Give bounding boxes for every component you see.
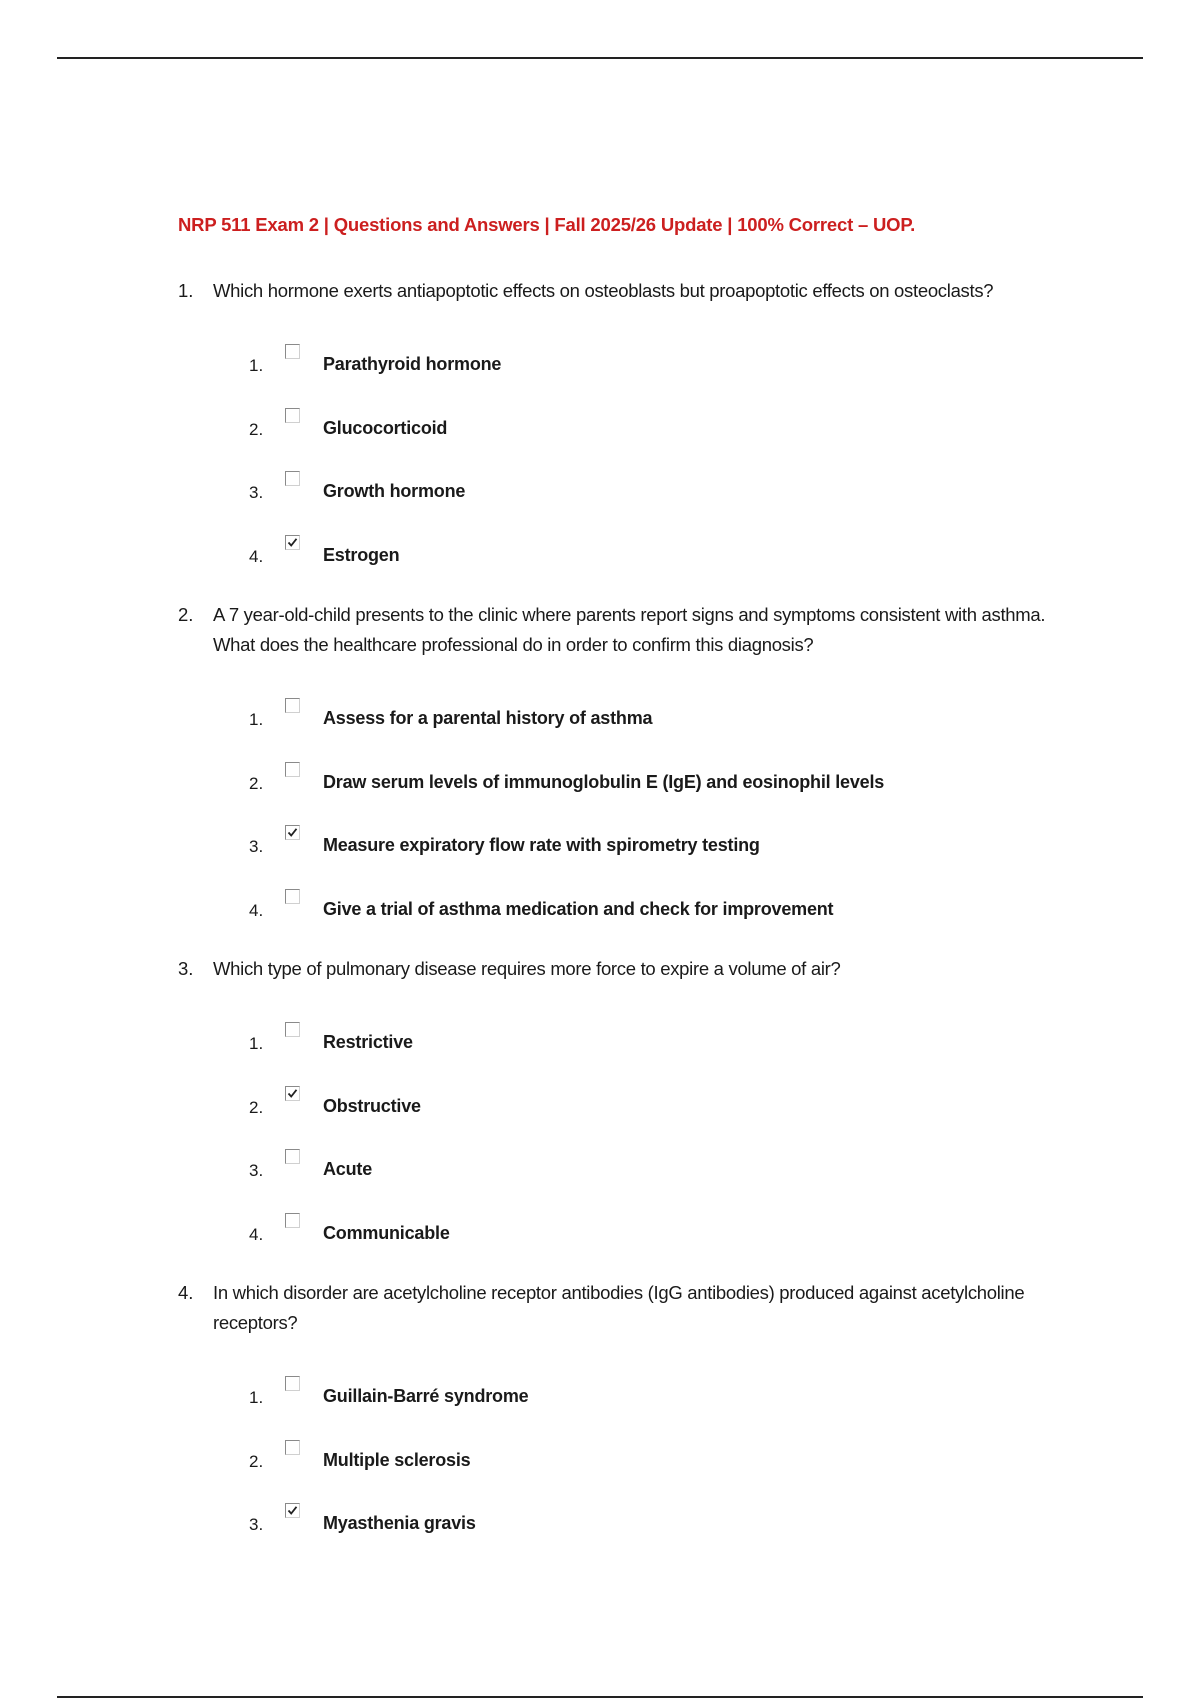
question-text: In which disorder are acetylcholine receptor antibodies (IgG antibodies) produced against acetylcholine receptors? [213, 1282, 1025, 1333]
question-text: Which type of pulmonary disease requires more force to expire a volume of air? [213, 958, 841, 979]
option-label: Measure expiratory flow rate with spirometry testing [323, 835, 760, 855]
checkmark-icon [287, 827, 298, 838]
checkbox-unchecked[interactable] [285, 762, 300, 777]
answer-options [178, 1012, 1058, 1266]
option-number: 1. [249, 1388, 264, 1407]
answer-option [178, 1430, 1058, 1494]
checkbox-checked[interactable] [285, 825, 300, 840]
answer-option [178, 1076, 1058, 1140]
checkbox-checked[interactable] [285, 535, 300, 550]
answer-options [178, 334, 1058, 588]
checkbox-checked[interactable] [285, 1503, 300, 1518]
checkbox-unchecked[interactable] [285, 1376, 300, 1391]
checkmark-icon [287, 537, 298, 548]
checkbox-checked[interactable] [285, 1086, 300, 1101]
question-block [178, 276, 1058, 588]
option-number: 2. [249, 1451, 264, 1471]
checkbox-unchecked[interactable] [285, 1440, 300, 1455]
option-number: 3. [249, 837, 264, 856]
option-label: Glucocorticoid [323, 417, 448, 438]
answer-option [178, 688, 1058, 752]
checkbox-unchecked[interactable] [285, 344, 300, 359]
option-label: Acute [323, 1159, 373, 1179]
checkbox-unchecked[interactable] [285, 471, 300, 486]
option-label: Multiple sclerosis [323, 1449, 471, 1470]
option-number: 3. [249, 483, 264, 502]
bottom-rule [57, 1696, 1143, 1698]
option-number: 1. [249, 1034, 264, 1053]
option-label: Give a trial of asthma medication and check for improvement [323, 898, 834, 919]
checkbox-unchecked[interactable] [285, 889, 300, 904]
option-number: 2. [249, 1097, 264, 1117]
answer-option [178, 398, 1058, 462]
answer-option [178, 1366, 1058, 1430]
option-number: 4. [249, 900, 264, 920]
answer-option [178, 1493, 1058, 1557]
question-block [178, 954, 1058, 1266]
document-body [178, 214, 1058, 1569]
option-label: Growth hormone [323, 481, 466, 501]
answer-option [178, 815, 1058, 879]
answer-option [178, 752, 1058, 816]
option-number: 1. [249, 356, 264, 375]
checkbox-unchecked[interactable] [285, 1022, 300, 1037]
question-text: Which hormone exerts antiapoptotic effects on osteoblasts but proapoptotic effects on osteoclasts? [213, 280, 994, 301]
question [178, 1278, 1058, 1338]
question [178, 276, 1058, 306]
option-number: 2. [249, 773, 264, 793]
checkbox-unchecked[interactable] [285, 698, 300, 713]
document-title: NRP 511 Exam 2 | Questions and Answers | Fall 2025/26 Update | 100% Correct – UOP. [178, 214, 916, 235]
checkbox-unchecked[interactable] [285, 1213, 300, 1228]
option-label: Communicable [323, 1222, 450, 1243]
option-number: 4. [249, 546, 264, 566]
option-number: 3. [249, 1161, 264, 1180]
question-number: 4. [178, 1282, 194, 1303]
question-number: 2. [178, 604, 194, 625]
checkbox-unchecked[interactable] [285, 408, 300, 423]
answer-option [178, 334, 1058, 398]
question-block [178, 600, 1058, 942]
question [178, 954, 1058, 984]
option-label: Restrictive [323, 1032, 413, 1052]
question-text: A 7 year-old-child presents to the clinic where parents report signs and symptoms consistent with asthma. What does the healthcare professional do in order to confirm this diagnosis? [213, 604, 1046, 655]
question-block [178, 1278, 1058, 1557]
checkmark-icon [287, 1505, 298, 1516]
option-label: Assess for a parental history of asthma [323, 708, 653, 728]
answer-option [178, 525, 1058, 589]
answer-option [178, 1139, 1058, 1203]
option-number: 4. [249, 1224, 264, 1244]
option-number: 1. [249, 710, 264, 729]
option-label: Obstructive [323, 1095, 421, 1116]
top-rule [57, 57, 1143, 59]
answer-options [178, 1366, 1058, 1557]
option-label: Estrogen [323, 544, 400, 565]
checkbox-unchecked[interactable] [285, 1149, 300, 1164]
option-number: 2. [249, 419, 264, 439]
option-number: 3. [249, 1515, 264, 1534]
answer-option [178, 1203, 1058, 1267]
answer-options [178, 688, 1058, 942]
option-label: Myasthenia gravis [323, 1513, 476, 1533]
checkmark-icon [287, 1088, 298, 1099]
option-label: Guillain-Barré syndrome [323, 1386, 529, 1406]
option-label: Draw serum levels of immunoglobulin E (IgE) and eosinophil levels [323, 771, 885, 792]
question-list [178, 276, 1058, 1557]
option-label: Parathyroid hormone [323, 354, 502, 374]
question-number: 3. [178, 958, 194, 979]
answer-option [178, 879, 1058, 943]
question-number: 1. [178, 280, 194, 301]
answer-option [178, 1012, 1058, 1076]
answer-option [178, 461, 1058, 525]
question [178, 600, 1058, 660]
